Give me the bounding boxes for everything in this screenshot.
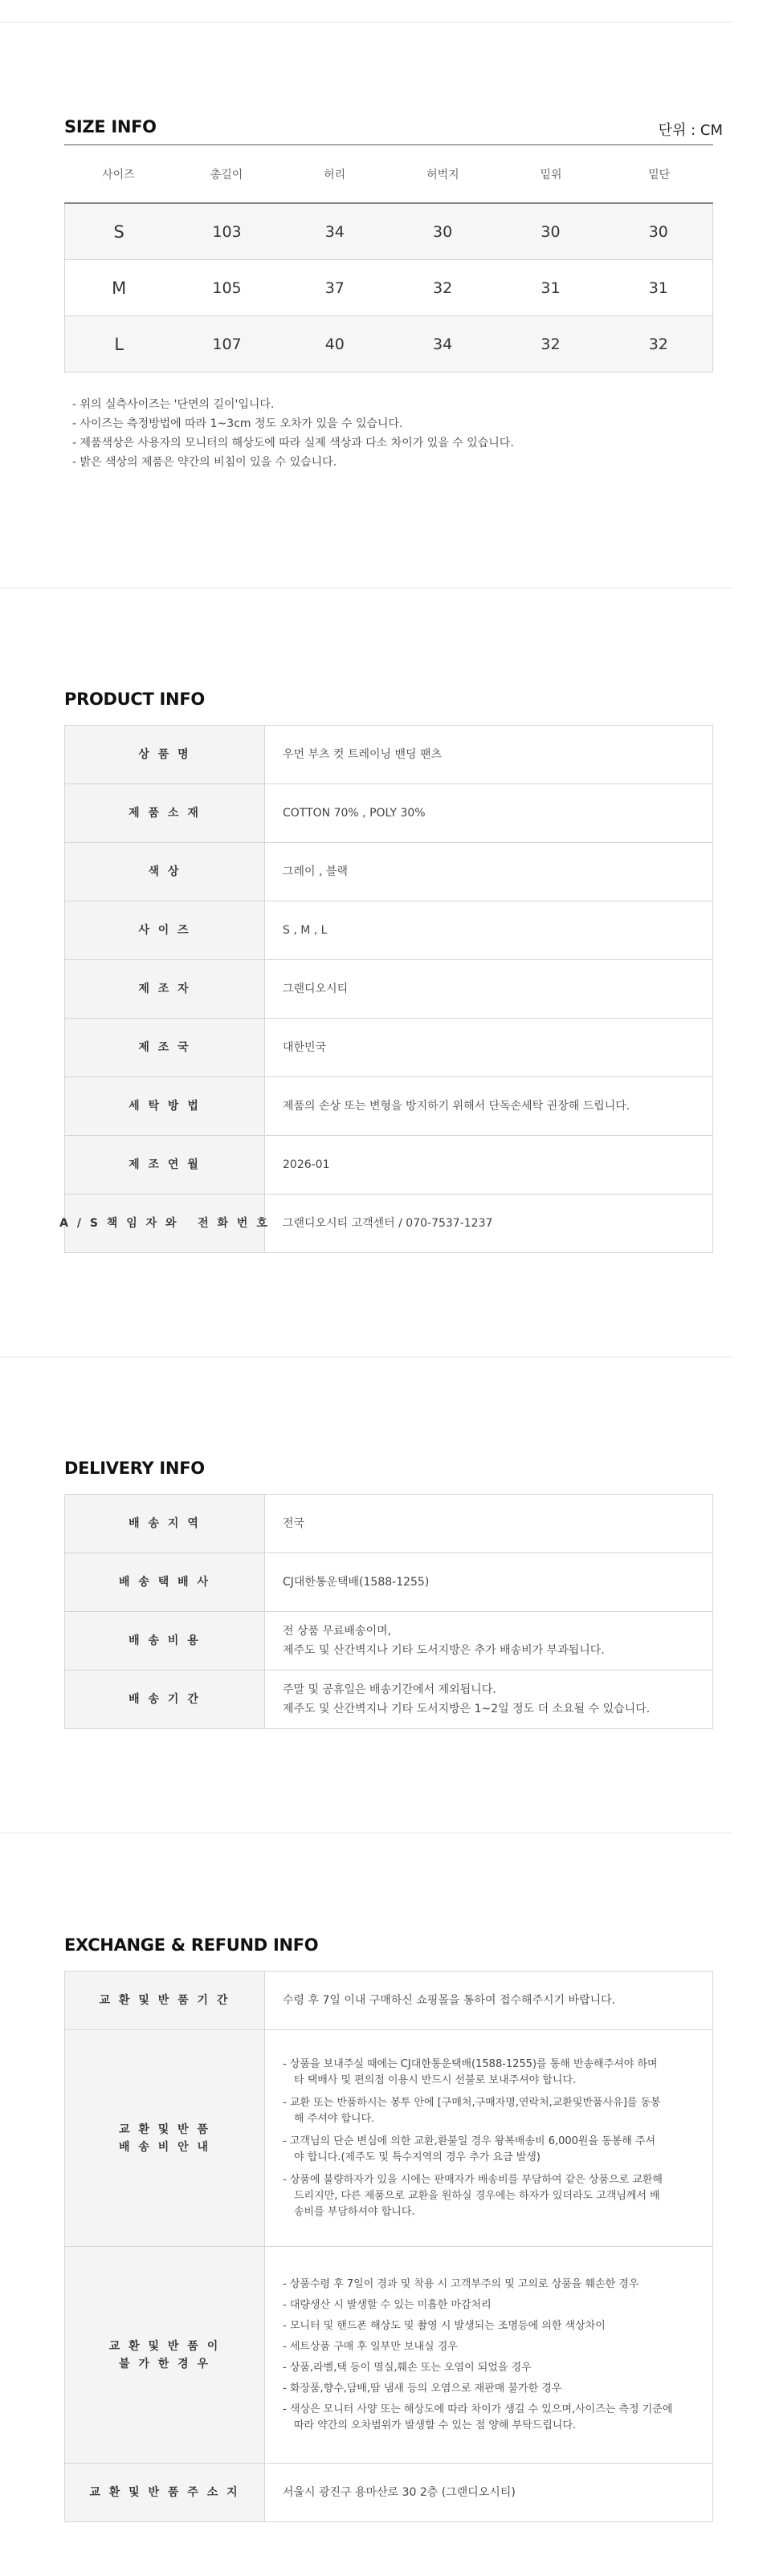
size-cell: 32 xyxy=(541,335,561,353)
size-header-cell: 허벅지 xyxy=(426,168,459,181)
exchange-unavailable-item: - 상품,라벨,택 등이 멸실,훼손 또는 오염이 되었을 경우 xyxy=(283,2361,532,2374)
size-cell: 30 xyxy=(541,222,561,241)
delivery-line: 제주도 및 산간벽지나 기타 도서지방은 추가 배송비가 부과됩니다. xyxy=(283,1644,605,1657)
exchange-unavailable-item: - 세트상품 구매 후 일부만 보내실 경우 xyxy=(283,2340,458,2353)
product-row-value: COTTON 70% , POLY 30% xyxy=(283,807,426,820)
product-info-table xyxy=(59,725,713,1253)
product-row-label: 상 품 명 xyxy=(65,726,265,783)
size-cell: 34 xyxy=(324,222,345,241)
size-cell: S xyxy=(113,222,124,242)
delivery-line: 전 상품 무료배송이며, xyxy=(283,1625,392,1638)
exchange-unavailable-value xyxy=(265,2247,712,2463)
exchange-unavailable-label xyxy=(65,2247,265,2463)
size-cell: 32 xyxy=(648,335,668,353)
exchange-shipping-row xyxy=(64,2030,713,2247)
exchange-address-label: 교 환 및 반 품 주 소 지 xyxy=(65,2464,265,2521)
size-cell: M xyxy=(112,278,127,298)
product-row-label: 제 조 자 xyxy=(65,960,265,1018)
product-row-label: 제 조 국 xyxy=(65,1019,265,1076)
size-note: - 밝은 색상의 제품은 약간의 비침이 있을 수 있습니다. xyxy=(72,456,337,469)
delivery-row xyxy=(64,1612,713,1671)
exchange-shipping-label xyxy=(65,2030,265,2246)
delivery-row xyxy=(64,1553,713,1612)
product-row-label: 제 품 소 재 xyxy=(65,784,265,842)
delivery-row-label: 배 송 비 용 xyxy=(65,1612,265,1670)
product-row-value: S , M , L xyxy=(283,924,328,937)
size-header-cell: 허리 xyxy=(324,168,346,181)
exchange-shipping-label-line: 배 송 비 안 내 xyxy=(118,2140,211,2154)
size-note: - 위의 실측사이즈는 '단면의 길이'입니다. xyxy=(72,398,275,411)
exchange-unavailable-row xyxy=(64,2247,713,2464)
size-info-title: SIZE INFO xyxy=(64,117,157,136)
exchange-period-label: 교 환 및 반 품 기 간 xyxy=(65,1972,265,2029)
delivery-line: 주말 및 공휴일은 배송기간에서 제외됩니다. xyxy=(283,1683,496,1696)
product-row-value: 우먼 부츠 컷 트레이닝 밴딩 팬츠 xyxy=(283,748,443,761)
delivery-line: CJ대한통운택배(1588-1255) xyxy=(283,1576,430,1589)
size-cell: 30 xyxy=(648,222,668,241)
size-cell: 105 xyxy=(212,279,242,297)
delivery-row-value xyxy=(265,1553,712,1611)
delivery-row xyxy=(64,1671,713,1729)
exchange-address-value: 서울시 광진구 용마산로 30 2층 (그랜디오시티) xyxy=(283,2486,516,2499)
exchange-shipping-item: - 상품에 불량하자가 있을 시에는 판매자가 배송비를 부담하여 같은 상품으로 교환해 드리지만, 다른 제품으로 교환을 원하실 경우에는 하자가 있더라도 고객님께서 배송비를 부담하셔야 합니다. xyxy=(283,2173,663,2218)
exchange-shipping-item: - 상품을 보내주실 때에는 CJ대한통운택배(1588-1255)를 통해 반송해주셔야 하며 타 택배사 및 편의점 이용시 반드시 선불로 보내주셔야 합니다. xyxy=(283,2057,658,2086)
delivery-row-label: 배 송 기 간 xyxy=(65,1671,265,1728)
exchange-period-row xyxy=(64,1972,713,2030)
size-cell: L xyxy=(114,334,124,354)
size-cell: 37 xyxy=(324,279,345,297)
product-row xyxy=(59,1194,713,1253)
size-header-cell: 밑위 xyxy=(540,168,562,181)
size-cell: 31 xyxy=(541,279,561,297)
delivery-line: 제주도 및 산간벽지나 기타 도서지방은 1~2일 정도 더 소요될 수 있습니다. xyxy=(283,1703,651,1715)
product-row xyxy=(64,843,713,901)
product-row xyxy=(64,1077,713,1136)
exchange-shipping-item: - 교환 또는 반품하시는 봉투 안에 [구매처,구매자명,연락처,교환및반품사유]를 동봉해 주셔야 합니다. xyxy=(283,2096,661,2125)
product-row-value: 그랜디오시티 고객센터 / 070-7537-1237 xyxy=(283,1217,493,1230)
size-cell: 40 xyxy=(324,335,345,353)
product-row xyxy=(64,960,713,1019)
size-header-cell: 총길이 xyxy=(210,168,243,181)
product-row-value: 그랜디오시티 xyxy=(283,983,349,995)
size-header-cell: 밑단 xyxy=(648,168,671,181)
size-unit-label: 단위 : CM xyxy=(658,122,723,139)
delivery-row-value xyxy=(265,1495,712,1553)
product-row-label: 제 조 연 월 xyxy=(65,1136,265,1194)
size-cell: 103 xyxy=(212,222,242,241)
size-row-m xyxy=(64,260,713,316)
product-row-value: 그레이 , 블랙 xyxy=(283,865,348,878)
delivery-row xyxy=(64,1495,713,1553)
exchange-address-row xyxy=(64,2464,713,2522)
product-row xyxy=(64,1019,713,1077)
product-row-value: 제품의 손상 또는 변형을 방지하기 위해서 단독손세탁 권장해 드립니다. xyxy=(283,1100,630,1113)
exchange-unavailable-item: - 색상은 모니터 사양 또는 해상도에 따라 차이가 생길 수 있으며,사이즈는 측정 기준에 따라 약간의 오차범위가 발생할 수 있는 점 양해 부탁드립니다. xyxy=(283,2403,673,2432)
delivery-info-table xyxy=(64,1494,713,1729)
size-row-s xyxy=(64,204,713,260)
size-note: - 사이즈는 측정방법에 따라 1~3cm 정도 오차가 있을 수 있습니다. xyxy=(72,417,403,430)
product-row xyxy=(64,901,713,960)
exchange-shipping-label-line: 교 환 및 반 품 xyxy=(118,2122,211,2136)
exchange-unavailable-item: - 모니터 및 핸드폰 해상도 및 촬영 시 발생되는 조명등에 의한 색상차이 xyxy=(283,2319,606,2332)
product-row-value: 대한민국 xyxy=(283,1041,327,1054)
product-row xyxy=(64,784,713,843)
size-table-header xyxy=(64,144,713,204)
delivery-info-title: DELIVERY INFO xyxy=(64,1459,205,1478)
exchange-shipping-value xyxy=(265,2030,712,2246)
size-notes xyxy=(72,395,514,472)
exchange-unavailable-label-line: 불 가 한 경 우 xyxy=(118,2357,211,2370)
product-row-label: 사 이 즈 xyxy=(65,901,265,959)
delivery-row-label: 배 송 택 배 사 xyxy=(65,1553,265,1611)
size-cell: 34 xyxy=(433,335,453,353)
product-row-value: 2026-01 xyxy=(283,1158,330,1171)
product-row xyxy=(64,726,713,784)
size-cell: 107 xyxy=(212,335,242,353)
size-table xyxy=(64,144,713,372)
exchange-info-title: EXCHANGE & REFUND INFO xyxy=(64,1935,319,1955)
size-row-l xyxy=(64,316,713,372)
product-row-label: 세 탁 방 법 xyxy=(65,1077,265,1135)
exchange-shipping-item: - 고객님의 단순 변심에 의한 교환,환불일 경우 왕복배송비 6,000원을 동봉해 주셔야 합니다.(제주도 및 특수지역의 경우 추가 요금 발생) xyxy=(283,2134,656,2163)
size-note: - 제품색상은 사용자의 모니터의 해상도에 따라 실제 색상과 다소 차이가 있을 수 있습니다. xyxy=(72,437,514,450)
size-cell: 32 xyxy=(433,279,453,297)
exchange-unavailable-label-line: 교 환 및 반 품 이 xyxy=(108,2339,221,2353)
product-row-label: A / S 책 임 자 와 전 화 번 호 xyxy=(65,1194,265,1252)
exchange-unavailable-item: - 상품수령 후 7일이 경과 및 착용 시 고객부주의 및 고의로 상품을 훼손한 경우 xyxy=(283,2277,639,2290)
size-cell: 31 xyxy=(648,279,668,297)
exchange-unavailable-item: - 대량생산 시 발생할 수 있는 미흡한 마감처리 xyxy=(283,2298,492,2311)
size-cell: 30 xyxy=(433,222,453,241)
delivery-row-value xyxy=(265,1671,712,1728)
delivery-row-value xyxy=(265,1612,712,1670)
exchange-unavailable-item: - 화장품,향수,담배,땀 냄새 등의 오염으로 재판매 불가한 경우 xyxy=(283,2382,562,2395)
product-row-label: 색 상 xyxy=(65,843,265,901)
size-header-cell: 사이즈 xyxy=(102,168,135,181)
exchange-info-table xyxy=(64,1971,713,2522)
product-row xyxy=(64,1136,713,1194)
exchange-period-value: 수령 후 7일 이내 구매하신 쇼핑몰을 통하여 접수해주시기 바랍니다. xyxy=(283,1994,616,2007)
delivery-line: 전국 xyxy=(283,1517,305,1530)
delivery-row-label: 배 송 지 역 xyxy=(65,1495,265,1553)
product-info-title: PRODUCT INFO xyxy=(64,690,205,709)
